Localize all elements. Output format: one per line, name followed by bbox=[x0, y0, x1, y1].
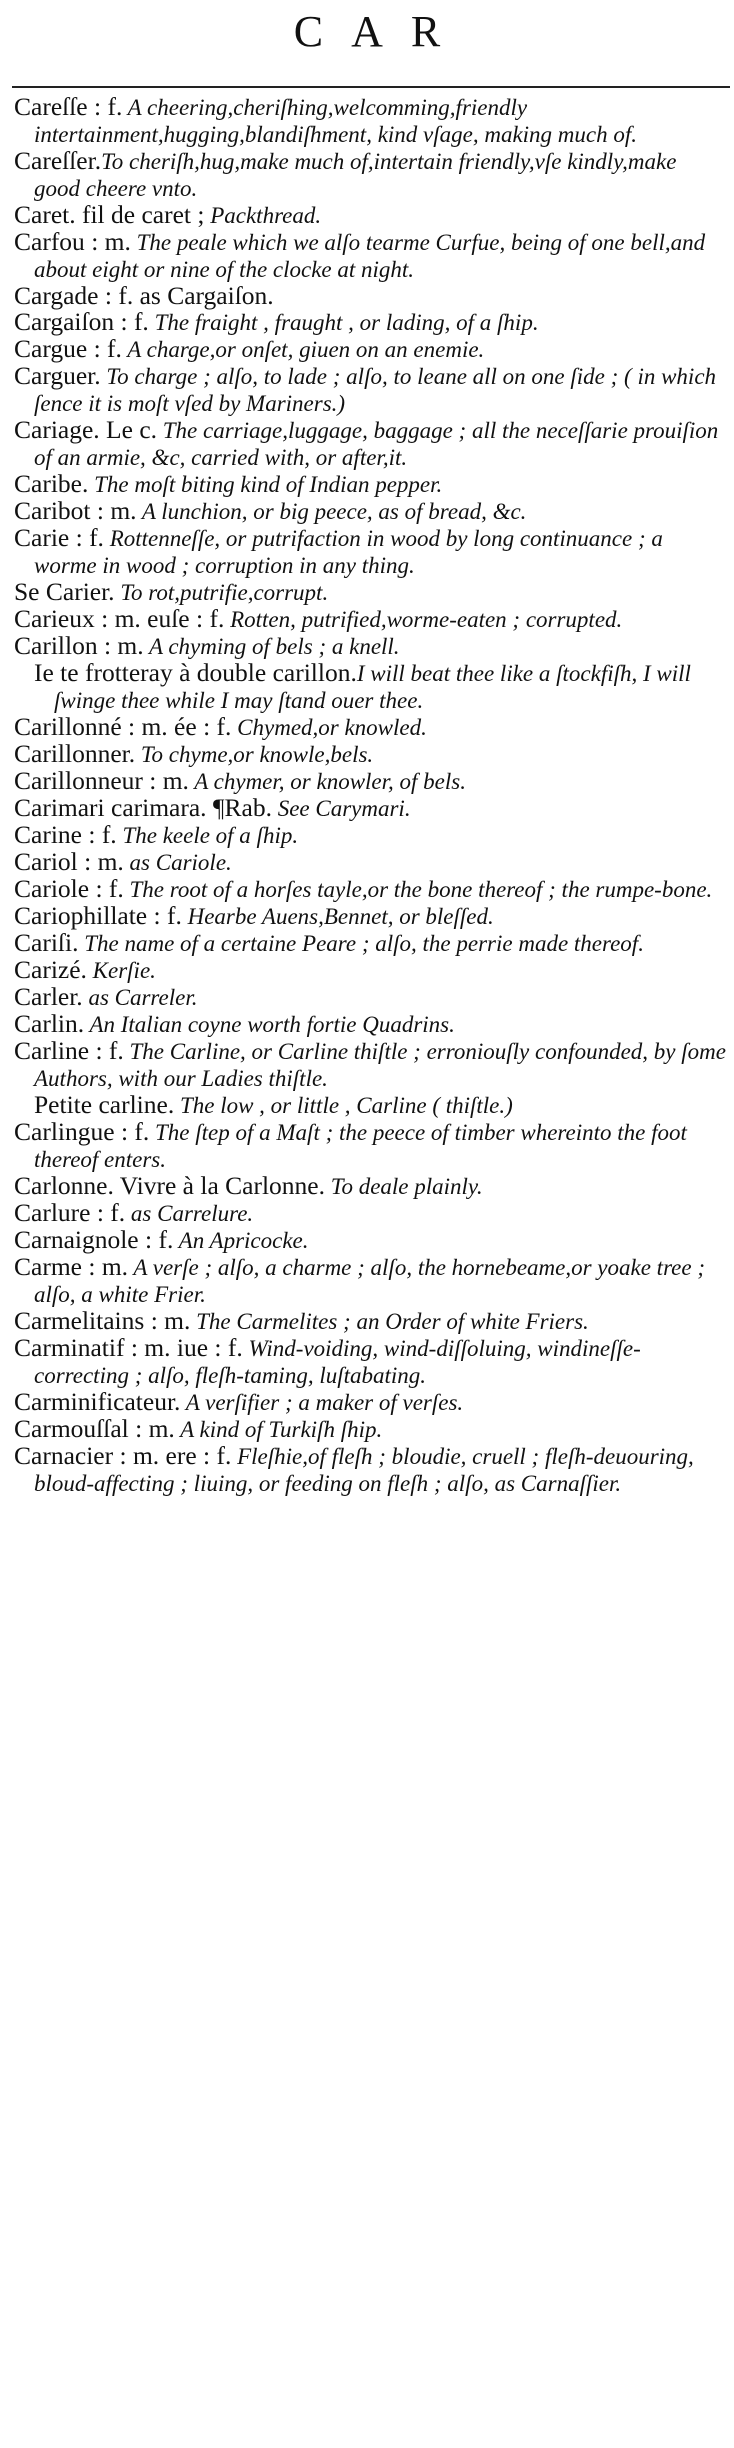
entry-headword: Carizé. bbox=[14, 955, 87, 984]
dictionary-entry bbox=[14, 148, 726, 202]
entry-definition: A verſe ; alſo, a charme ; alſo, the hornebeame,or yoake tree ; alſo, a white Frier. bbox=[34, 1255, 705, 1307]
dictionary-entry bbox=[14, 606, 726, 633]
entry-headword: Carminificateur. bbox=[14, 1387, 181, 1416]
dictionary-entry bbox=[14, 525, 726, 579]
dictionary-entry bbox=[14, 876, 726, 903]
dictionary-entry bbox=[14, 849, 726, 876]
entry-definition: The name of a certaine Peare ; alſo, the perrie made thereof. bbox=[78, 931, 644, 956]
entry-definition: Fleſhie,of fleſh ; bloudie, cruell ; fleſh-deuouring, bloud-affecting ; liuing, or feeding on fleſh ; alſo, as Carnaſſier. bbox=[34, 1444, 694, 1496]
entry-definition: A charge,or onſet, giuen on an enemie. bbox=[121, 337, 485, 362]
entry-headword: Cargaiſon bbox=[14, 307, 115, 336]
dictionary-entry bbox=[14, 1335, 726, 1389]
dictionary-entry bbox=[14, 229, 726, 283]
entry-headword: Carillon bbox=[14, 631, 98, 660]
entry-definition: See Carymari. bbox=[271, 796, 411, 821]
entry-headword: Caribot bbox=[14, 496, 91, 525]
entry-grammar: : f. bbox=[75, 523, 104, 552]
entry-definition: The fraight , fraught , or lading, of a ſhip. bbox=[148, 310, 539, 335]
entry-headword: Se Carier. bbox=[14, 577, 115, 606]
entry-headword: Carler. bbox=[14, 982, 83, 1011]
entry-headword: Carmelitains bbox=[14, 1306, 145, 1335]
dictionary-entry bbox=[14, 498, 726, 525]
entry-definition: A kind of Turkiſh ſhip. bbox=[174, 1417, 383, 1442]
entry-grammar: : m. ée : f. bbox=[128, 712, 232, 741]
entry-headword: Ie te frotteray à double carillon. bbox=[34, 658, 357, 687]
entry-grammar: : m. bbox=[84, 847, 124, 876]
entry-grammar: : m. bbox=[135, 1414, 175, 1443]
entry-headword: Cariage. bbox=[14, 415, 100, 444]
dictionary-entry bbox=[14, 768, 726, 795]
dictionary-entry bbox=[14, 822, 726, 849]
entry-headword: Carillonner. bbox=[14, 739, 136, 768]
dictionary-entry bbox=[14, 283, 726, 309]
entry-list bbox=[14, 94, 726, 1497]
entry-definition: Rottenneſſe, or putrifaction in wood by long continuance ; a worme in wood ; corruption in any thing. bbox=[34, 526, 663, 578]
entry-headword: Carlingue bbox=[14, 1117, 115, 1146]
entry-headword: Carlin. bbox=[14, 1009, 85, 1038]
dictionary-entry bbox=[14, 579, 726, 606]
entry-grammar: : f. bbox=[94, 92, 123, 121]
dictionary-entry bbox=[14, 660, 726, 714]
entry-definition: Rotten, putrified,worme-eaten ; corrupted. bbox=[224, 607, 623, 632]
entry-headword: Carine bbox=[14, 820, 82, 849]
entry-headword: Carieux bbox=[14, 604, 95, 633]
dictionary-entry bbox=[14, 1227, 726, 1254]
entry-definition: To chyme,or knowle,bels. bbox=[135, 742, 374, 767]
entry-definition: Packthread. bbox=[204, 203, 322, 228]
dictionary-entry bbox=[14, 633, 726, 660]
dictionary-entry bbox=[14, 1308, 726, 1335]
dictionary-entry bbox=[14, 1119, 726, 1173]
entry-definition: To deale plainly. bbox=[325, 1174, 483, 1199]
dictionary-entry bbox=[14, 741, 726, 768]
entry-headword: Carie bbox=[14, 523, 70, 552]
entry-grammar: : m. iue : f. bbox=[130, 1333, 243, 1362]
entry-grammar: : m. bbox=[150, 1306, 191, 1335]
dictionary-entry bbox=[14, 795, 726, 822]
entry-grammar: : m. euſe : f. bbox=[101, 604, 225, 633]
dictionary-entry bbox=[14, 1038, 726, 1092]
entry-grammar: : f. bbox=[120, 1117, 150, 1146]
entry-grammar: fil de caret ; bbox=[81, 200, 205, 229]
entry-headword: Carme bbox=[14, 1252, 82, 1281]
entry-headword: Cargue bbox=[14, 334, 88, 363]
dictionary-entry bbox=[14, 1254, 726, 1308]
entry-definition: The Carmelites ; an Order of white Friers. bbox=[190, 1309, 589, 1334]
entry-definition: I will beat thee like a ſtockfiſh, I will ſwinge thee while I may ſtand ouer thee. bbox=[54, 661, 691, 713]
entry-headword: Carlure bbox=[14, 1198, 91, 1227]
entry-headword: Cargade bbox=[14, 281, 99, 310]
entry-grammar: : f. bbox=[96, 1198, 126, 1227]
entry-headword: Carnaignole bbox=[14, 1225, 139, 1254]
dictionary-entry bbox=[14, 202, 726, 229]
entry-headword: Carguer. bbox=[14, 361, 101, 390]
dictionary-entry bbox=[14, 1092, 726, 1119]
entry-headword: Cariole bbox=[14, 874, 90, 903]
entry-grammar: : f. bbox=[153, 901, 182, 930]
entry-headword: Carillonneur bbox=[14, 766, 143, 795]
entry-grammar: : m. bbox=[103, 631, 144, 660]
entry-grammar: ¶Rab. bbox=[212, 793, 272, 822]
dictionary-entry bbox=[14, 1443, 726, 1497]
entry-headword: Carillonné bbox=[14, 712, 122, 741]
dictionary-entry bbox=[14, 363, 726, 417]
dictionary-entry bbox=[14, 1389, 726, 1416]
entry-grammar: : m. bbox=[96, 496, 137, 525]
entry-definition: A lunchion, or big peece, as of bread, &c. bbox=[136, 499, 527, 524]
dictionary-entry bbox=[14, 1173, 726, 1200]
entry-definition: The moſt biting kind of Indian pepper. bbox=[88, 472, 443, 497]
dictionary-entry bbox=[14, 1200, 726, 1227]
entry-grammar: Vivre à la Carlonne. bbox=[119, 1171, 326, 1200]
entry-definition: An Italian coyne worth fortie Quadrins. bbox=[84, 1012, 455, 1037]
entry-definition: An Apricocke. bbox=[173, 1228, 309, 1253]
entry-definition: A verſifier ; a maker of verſes. bbox=[180, 1390, 464, 1415]
entry-definition: Wind-voiding, wind-diſſoluing, windineſſe-correcting ; alſo, fleſh-taming, luſtabating. bbox=[34, 1336, 641, 1388]
entry-definition: A chyming of bels ; a knell. bbox=[143, 634, 400, 659]
entry-headword: Careſſe bbox=[14, 92, 88, 121]
entry-headword: Cariſi. bbox=[14, 928, 79, 957]
entry-headword: Caribe. bbox=[14, 469, 89, 498]
entry-definition: The ſtep of a Maſt ; the peece of timber whereinto the foot thereof enters. bbox=[34, 1120, 687, 1172]
entry-definition: Hearbe Auens,Bennet, or bleſſed. bbox=[181, 904, 494, 929]
entry-grammar: Le c. bbox=[106, 415, 158, 444]
entry-definition: The Carline, or Carline thiſtle ; erroniouſly confounded, by ſome Authors, with our Ladies thiſtle. bbox=[34, 1039, 726, 1091]
entry-headword: Cariol bbox=[14, 847, 78, 876]
entry-headword: Caret. bbox=[14, 200, 76, 229]
entry-headword: Carminatif bbox=[14, 1333, 125, 1362]
entry-definition: A chymer, or knowler, of bels. bbox=[188, 769, 466, 794]
dictionary-entry bbox=[14, 930, 726, 957]
entry-headword: Carmouſſal bbox=[14, 1414, 129, 1443]
dictionary-entry bbox=[14, 957, 726, 984]
entry-headword: Cariophillate bbox=[14, 901, 148, 930]
entry-grammar: : f. as Cargaiſon. bbox=[104, 281, 274, 310]
entry-grammar: : m. ere : f. bbox=[119, 1441, 232, 1470]
dictionary-entry bbox=[14, 903, 726, 930]
entry-definition: Chymed,or knowled. bbox=[231, 715, 427, 740]
dictionary-entry bbox=[14, 1011, 726, 1038]
entry-definition: The carriage,luggage, baggage ; all the neceſſarie prouiſion of an armie, &c, carried with, or after,it. bbox=[34, 418, 719, 470]
entry-definition: To cheriſh,hug,make much of,intertain friendly,vſe kindly,make good cheere vnto. bbox=[34, 149, 677, 201]
header-rule bbox=[12, 86, 730, 88]
entry-grammar: : f. bbox=[93, 334, 122, 363]
entry-headword: Petite carline. bbox=[34, 1090, 175, 1119]
entry-headword: Carnacier bbox=[14, 1441, 114, 1470]
entry-grammar: : f. bbox=[88, 820, 117, 849]
entry-grammar: : f. bbox=[95, 1036, 124, 1065]
dictionary-entry bbox=[14, 336, 726, 363]
entry-definition: as Cariole. bbox=[123, 850, 232, 875]
entry-definition: The low , or little , Carline ( thiſtle.) bbox=[174, 1093, 513, 1118]
entry-definition: The peale which we alſo tearme Curfue, being of one bell,and about eight or nine of the clocke at night. bbox=[34, 230, 706, 282]
entry-grammar: : m. bbox=[88, 1252, 129, 1281]
entry-definition: Kerſie. bbox=[86, 958, 156, 983]
entry-definition: To charge ; alſo, to lade ; alſo, to leane all on one ſide ; ( in which ſence it is moſt vſed by Mariners.) bbox=[34, 364, 717, 416]
dictionary-entry bbox=[14, 471, 726, 498]
dictionary-entry bbox=[14, 714, 726, 741]
entry-definition: as Carreler. bbox=[82, 985, 198, 1010]
entry-headword: Carimari carimara. bbox=[14, 793, 207, 822]
entry-headword: Carfou bbox=[14, 227, 85, 256]
entry-definition: To rot,putrifie,corrupt. bbox=[114, 580, 329, 605]
entry-definition: as Carrelure. bbox=[125, 1201, 254, 1226]
entry-grammar: : f. bbox=[95, 874, 124, 903]
entry-headword: Carlonne. bbox=[14, 1171, 114, 1200]
dictionary-entry bbox=[14, 984, 726, 1011]
entry-headword: Careſſer. bbox=[14, 146, 102, 175]
entry-grammar: : m. bbox=[149, 766, 189, 795]
entry-definition: The keele of a ſhip. bbox=[116, 823, 299, 848]
entry-definition: A cheering,cheriſhing,welcomming,friendly intertainment,hugging,blandiſhment, kind vſage, making much of. bbox=[34, 95, 638, 147]
running-head: CAR bbox=[293, 7, 469, 56]
entry-grammar: : m. bbox=[91, 227, 131, 256]
entry-grammar: : f. bbox=[120, 307, 149, 336]
dictionary-entry bbox=[14, 1416, 726, 1443]
entry-headword: Carline bbox=[14, 1036, 90, 1065]
entry-grammar: : f. bbox=[145, 1225, 174, 1254]
dictionary-entry bbox=[14, 94, 726, 148]
dictionary-entry bbox=[14, 309, 726, 336]
entry-definition: The root of a horſes tayle,or the bone thereof ; the rumpe-bone. bbox=[123, 877, 713, 902]
dictionary-entry bbox=[14, 417, 726, 471]
